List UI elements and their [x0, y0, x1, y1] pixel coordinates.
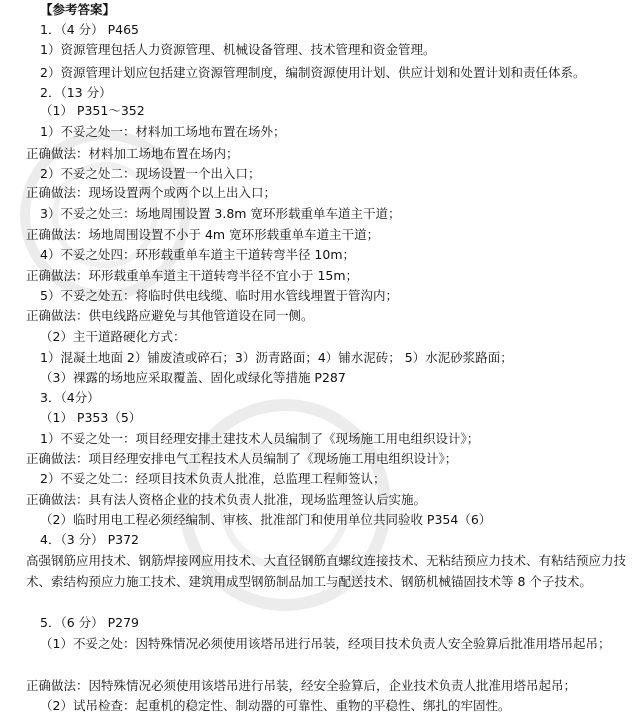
text-line: 2）不妥之处二：经项目技术负责人批准，总监理工程师签认；	[40, 471, 386, 486]
text-paragraph: （1）不妥之处：因特殊情况必须使用该塔吊进行吊装，经项目技术负责人安全验算后批准用塔吊起吊；	[40, 636, 611, 651]
text-line: 2．（13 分）	[40, 85, 112, 100]
text-line: 正确做法：材料加工场地布置在场内；	[26, 146, 239, 161]
text-line: （3）裸露的场地应采取覆盖、固化或绿化等措施 P287	[40, 370, 346, 385]
text-line: 正确做法：现场设置两个或两个以上出入口；	[26, 185, 277, 200]
text-line: （1） P351～352	[40, 103, 145, 118]
text-line: （2）主干道路硬化方式：	[40, 329, 186, 344]
text-line: 正确做法：场地周围设置不小于 4m 宽环形载重单车道主干道；	[26, 227, 380, 242]
text-line: 正确做法：项目经理安排电气工程技术人员编制了《现场施工用电组织设计》；	[26, 451, 458, 466]
text-line: 3）不妥之处三：场地周围设置 3.8m 宽环形载重单车道主干道；	[40, 206, 401, 221]
text-line: （2）试吊检查：起重机的稳定性、制动器的可靠性、重物的平稳性、绑扎的牢固性。	[40, 698, 511, 713]
text-line: 1．（4 分） P465	[40, 22, 139, 37]
text-line: 正确做法：供电线路应避免与其他管道设在同一侧。	[26, 308, 314, 323]
text-line: 2）资源管理计划应包括建立资源管理制度，编制资源使用计划、供应计划和处置计划和责任体系。	[40, 65, 586, 80]
text-paragraph: 高强钢筋应用技术、钢筋焊接网应用技术、大直径钢筋直螺纹连接技术、无粘结预应力技术、有粘结预应力技术、索结构预应力施工技术、建筑用成型钢筋制品加工与配送技术、钢筋机械锚固技术等 8 个子技术。	[26, 553, 627, 589]
text-line: 正确做法：环形载重单车道主干道转弯半径不宜小于 15m；	[26, 268, 359, 283]
text-line: 1）不妥之处一：材料加工场地布置在场外；	[40, 124, 286, 139]
text-line: 1）资源管理包括人力资源管理、机械设备管理、技术管理和资金管理。	[40, 42, 436, 57]
answer-heading: 【参考答案】	[40, 2, 116, 17]
text-line: 1）混凝土地面 2）铺废渣或碎石；3）沥青路面；4）铺水泥砖； 5）水泥砂浆路面；	[40, 350, 513, 365]
text-line: 1）不妥之处一：项目经理安排土建技术人员编制了《现场施工用电组织设计》；	[40, 431, 480, 446]
text-line: 5）不妥之处五：将临时供电线缆、临时用水管线埋置于管沟内；	[40, 288, 398, 303]
text-line: 4．（3 分） P372	[40, 532, 139, 547]
text-line: （2）临时用电工程必须经编制、审核、批准部门和使用单位共同验收 P354（6）	[40, 512, 492, 527]
text-line: 正确做法：具有法人资格企业的技术负责人批准，现场监理签认后实施。	[26, 492, 427, 507]
text-line: （1） P353（5）	[40, 410, 142, 425]
text-line: 4）不妥之处四：环形载重单车道主干道转弯半径 10m；	[40, 247, 356, 262]
text-line: 5．（6 分） P279	[40, 615, 139, 630]
text-line: 2）不妥之处二：现场设置一个出入口；	[40, 166, 261, 181]
text-line: 3．（4分）	[40, 390, 100, 405]
text-line: 正确做法：因特殊情况必须使用该塔吊进行吊装，经安全验算后，企业技术负责人批准用塔吊起吊；	[26, 678, 577, 693]
